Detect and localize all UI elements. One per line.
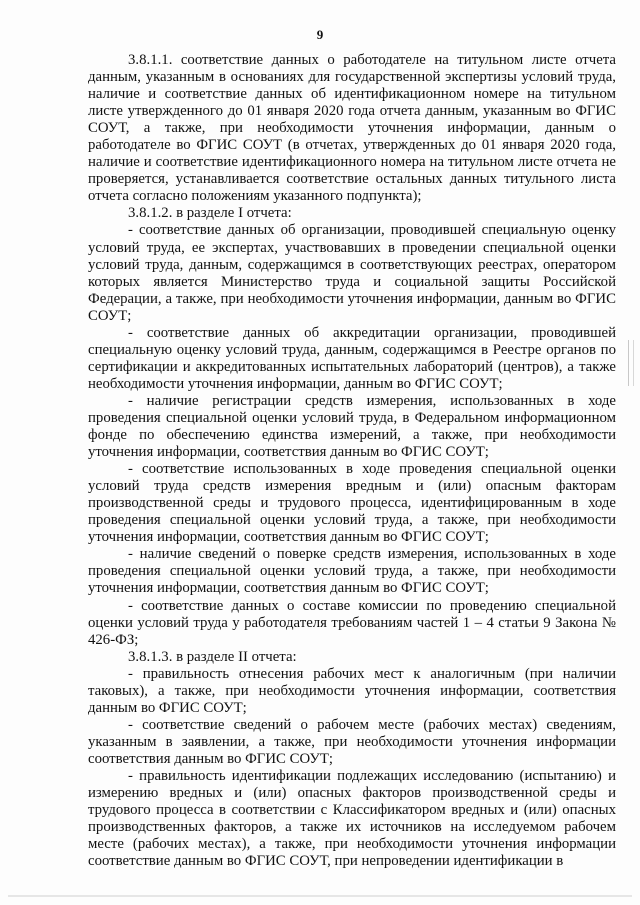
page-number: 9 xyxy=(316,27,324,42)
paragraph-analogous-workplaces: - правильность отнесения рабочих мест к аналогичным (при наличии таковых), а также, при необходимости уточнения информации, соответствия данным во ФГИС СОУТ; xyxy=(88,665,616,716)
paragraph-3-8-1-2-heading: 3.8.1.2. в разделе I отчета: xyxy=(128,205,292,222)
paragraph-accreditation-data: - соответствие данных об аккредитации организации, проводившей специальную оценку условий труда, данным, содержащимся в Реестре органов по сертификации и аккредитованных испытательных лабораторий (центров), а также необходимости уточнения информации, данным во ФГИС СОУТ; xyxy=(88,324,616,392)
scan-bottom-edge xyxy=(8,895,632,897)
scan-margin-mark xyxy=(628,340,634,386)
paragraph-hazard-identification: - правильность идентификации подлежащих исследованию (испытанию) и измерению вредных и (или) опасных факторов производственной среды и трудового процесса в соответствии с Классификатором вредных и (или) опасных производственных факторов, а также их источников на исследуемом рабочем месте (рабочих местах), а также, при необходимости уточнения информации соответствие данным во ФГИС СОУТ, при непроведении идентификации в xyxy=(88,767,616,870)
paragraph-measurement-registration: - наличие регистрации средств измерения, использованных в ходе проведения специальной оценки условий труда, в Федеральном информационном фонде по обеспечению единства измерений, а также, при необходимости уточнения информации, соответствия данным во ФГИС СОУТ; xyxy=(88,392,616,461)
paragraph-verification-data: - наличие сведений о поверке средств измерения, использованных в ходе проведения специальной оценки условий труда, а также, при необходимости уточнения информации, соответствия данным во ФГИС СОУТ; xyxy=(88,546,616,597)
paragraph-measurement-correspondence: - соответствие использованных в ходе проведения специальной оценки условий труда средств измерения вредным и (или) опасным факторам производственной среды и трудового процесса, идентифицированным в ходе проведения специальной оценки условий труда, а также, при необходимости уточнения информации, соответствия данным во ФГИС СОУТ; xyxy=(88,461,616,546)
paragraph-commission-composition: - соответствие данных о составе комиссии по проведению специальной оценки условий труда у работодателя требованиям частей 1 – 4 статьи 9 Закона № 426-ФЗ; xyxy=(88,597,616,648)
document-body xyxy=(88,52,616,870)
paragraph-organization-data: - соответствие данных об организации, проводившей специальную оценку условий труда, ее экспертах, участвовавших в проведении специальной оценки условий труда, данным, содержащимся в соответствующих реестрах, оператором которых является Министерство труда и социальной защиты Российской Федерации, а также, при необходимости уточнения информации, данным во ФГИС СОУТ; xyxy=(88,222,616,324)
paragraph-workplace-data: - соответствие сведений о рабочем месте (рабочих местах) сведениям, указанным в заявлении, а также, при необходимости уточнения информации соответствия данным во ФГИС СОУТ; xyxy=(88,716,616,767)
paragraph-3-8-1-1: 3.8.1.1. соответствие данных о работодателе на титульном листе отчета данным, указанным в основаниях для государственной экспертизы условий труда, наличие и соответствие данных об идентификационном номере на титульном листе утвержденного до 01 января 2020 года отчета данным, указанным во ФГИС СОУТ, а также, при необходимости уточнения информации, данным о работодателе во ФГИС СОУТ (в отчетах, утвержденных до 01 января 2020 года, наличие и соответствие идентификационного номера на титульном листе отчета не проверяется, устанавливается соответствие остальных данных титульного листа отчета согласно положениям указанного подпункта); xyxy=(88,52,616,205)
paragraph-3-8-1-3-heading: 3.8.1.3. в разделе II отчета: xyxy=(128,648,297,665)
